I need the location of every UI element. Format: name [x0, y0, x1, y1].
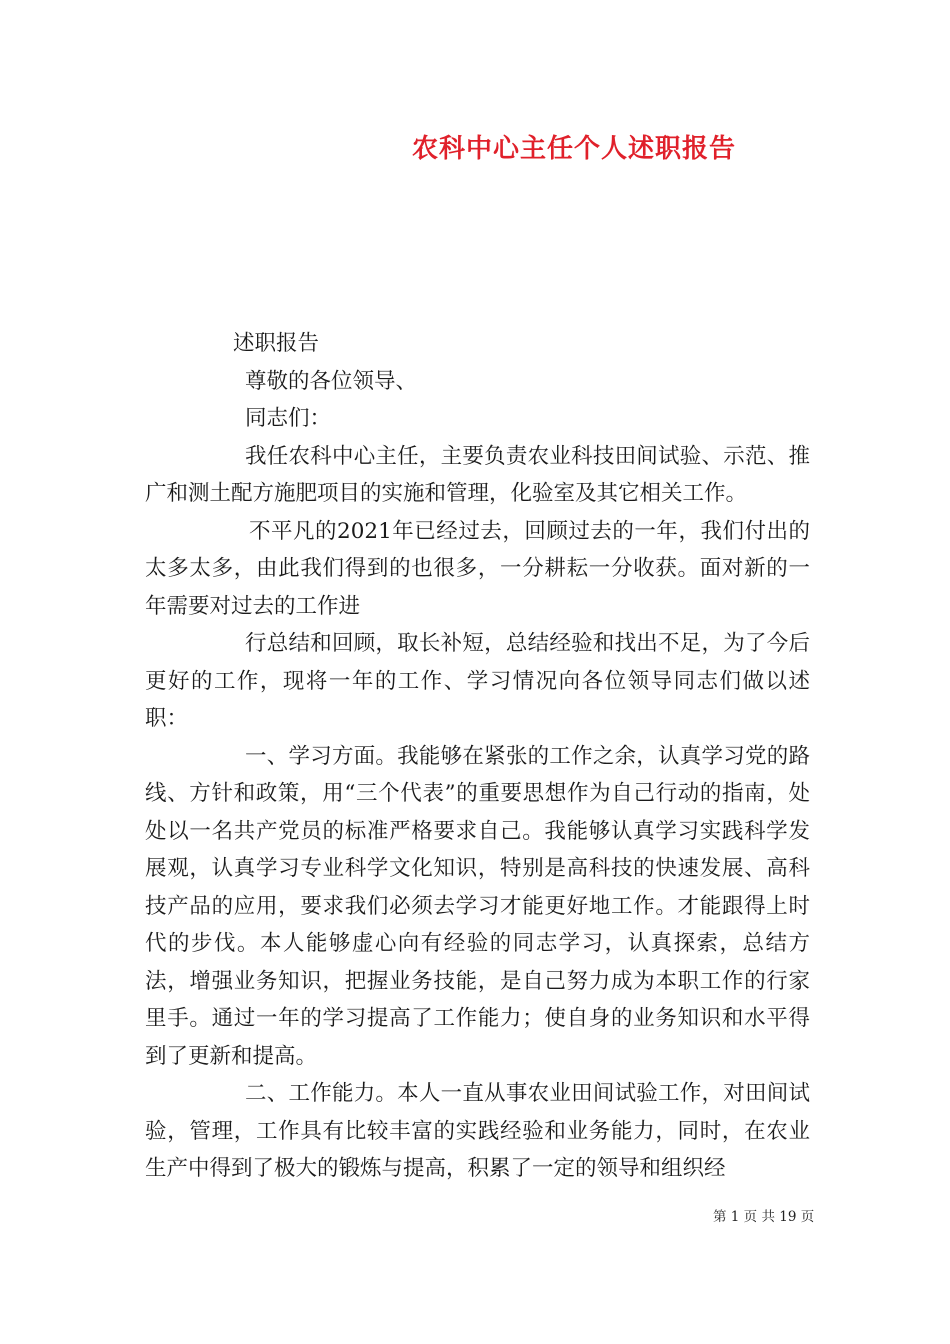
salutation-comrades: 同志们：: [245, 406, 332, 431]
paragraph-review: 不平凡的2021年已经过去，回顾过去的一年，我们付出的太多太多，由此我们得到的也很多，一分耕耘一分收获。面对新的一年需要对过去的工作进: [145, 518, 810, 619]
paragraph-summary: 行总结和回顾，取长补短，总结经验和找出不足，为了今后更好的工作，现将一年的工作、学习情况向各位领导同志们做以述职：: [145, 631, 810, 731]
paragraph-study: 一、学习方面。我能够在紧张的工作之余，认真学习党的路线、方针和政策，用“三个代表”的重要思想作为自己行动的指南，处处以一名共产党员的标准严格要求自己。我能够认真学习实践科学发展观，认真学习专业科学文化知识，特别是高科技的快速发展、高科技产品的应用，要求我们必须去学习才能更好地工作。才能跟得上时代的步伐。本人能够虚心向有经验的同志学习，认真探索，总结方法，增强业务知识，把握业务技能，是自己努力成为本职工作的行家里手。通过一年的学习提高了工作能力；使自身的业务知识和水平得到了更新和提高。: [145, 743, 810, 1069]
page-number: 第 1 页 共 19 页: [713, 1209, 815, 1225]
document-body: [145, 325, 810, 1188]
report-heading: 述职报告: [233, 331, 320, 356]
salutation-leaders: 尊敬的各位领导、: [245, 368, 418, 394]
paragraph-ability: 二、工作能力。本人一直从事农业田间试验工作，对田间试验，管理，工作具有比较丰富的实践经验和业务能力，同时，在农业生产中得到了极大的锻炼与提高，积累了一定的领导和组织经: [145, 1081, 810, 1181]
document-title: 农科中心主任个人述职报告: [412, 134, 737, 164]
paragraph-duties: 我任农科中心主任，主要负责农业科技田间试验、示范、推广和测土配方施肥项目的实施和管理，化验室及其它相关工作。: [145, 443, 810, 506]
